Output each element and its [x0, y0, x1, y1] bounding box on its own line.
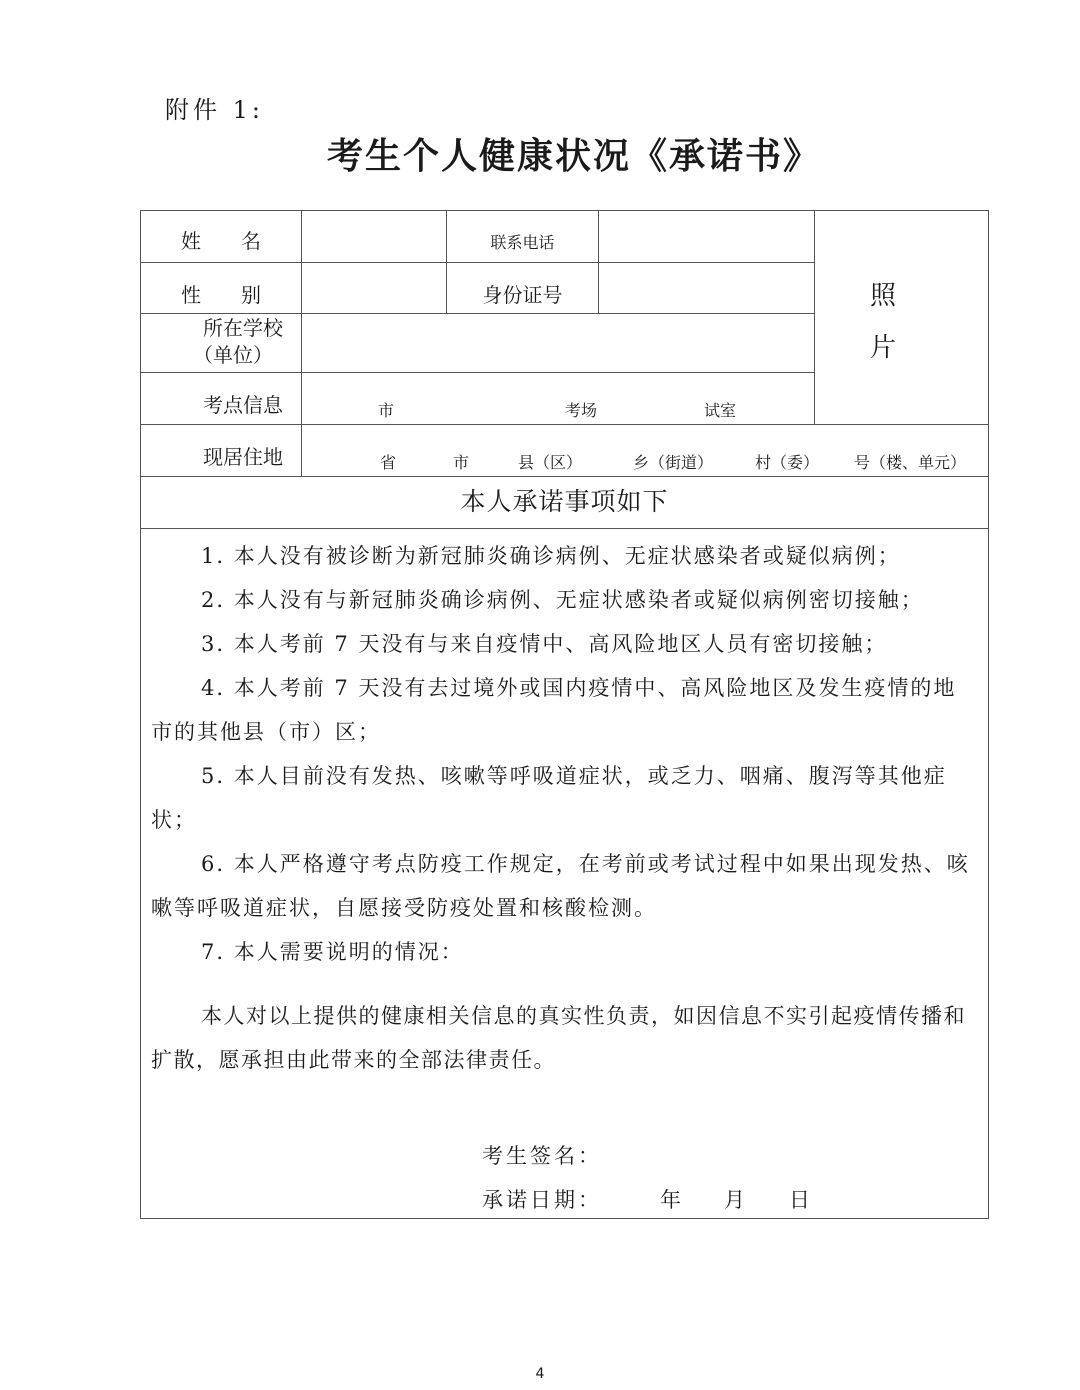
addr-town-label: 乡（街道） — [633, 453, 714, 472]
date-day-label: 日 — [789, 1188, 810, 1212]
document-title: 考生个人健康状况《承诺书》 — [326, 135, 821, 177]
phone-label: 联系电话 — [490, 233, 555, 252]
page-number: 4 — [535, 1366, 545, 1382]
addr-number-label: 号（楼、单元） — [854, 453, 967, 472]
addr-province-label: 省 — [380, 453, 397, 472]
exam-room-label: 考场 — [565, 401, 598, 420]
phone-field[interactable] — [599, 211, 814, 262]
date-label: 承诺日期： — [482, 1188, 602, 1212]
commitment-item: 1. 本人没有被诊断为新冠肺炎确诊病例、无症状感染者或疑似病例； — [201, 544, 901, 568]
school-label-line2: （单位） — [193, 343, 273, 367]
attachment-label: 附件 1: — [165, 96, 264, 124]
exam-info-label: 考点信息 — [203, 393, 283, 417]
commitment-item: 4. 本人考前 7 天没有去过境外或国内疫情中、高风险地区及发生疫情的地市的其他县（市）区； — [151, 676, 957, 744]
photo-placeholder[interactable] — [815, 270, 988, 374]
exam-seat-label: 试室 — [704, 401, 737, 420]
id-number-field[interactable] — [599, 263, 814, 313]
gender-label: 性 别 — [181, 283, 261, 307]
address-label: 现居住地 — [203, 445, 283, 469]
commitment-item: 3. 本人考前 7 天没有与来自疫情中、高风险地区人员有密切接触； — [201, 632, 888, 656]
signature-field[interactable] — [600, 1138, 980, 1170]
addr-city-label: 市 — [453, 453, 470, 472]
name-field[interactable] — [302, 211, 446, 262]
commitment-item: 2. 本人没有与新冠肺炎确诊病例、无症状感染者或疑似病例密切接触； — [201, 588, 924, 612]
commitment-item: 5. 本人目前没有发热、咳嗽等呼吸道症状，或乏力、咽痛、腹泻等其他症状； — [151, 764, 947, 832]
gender-field[interactable] — [302, 263, 446, 313]
photo-label-2: 片 — [870, 333, 897, 363]
school-field[interactable] — [302, 314, 814, 372]
photo-label-1: 照 — [870, 281, 897, 311]
commitment-heading: 本人承诺事项如下 — [460, 487, 669, 516]
signature-label: 考生签名： — [482, 1144, 602, 1168]
date-month-label: 月 — [724, 1188, 745, 1212]
date-year-label: 年 — [660, 1188, 681, 1212]
addr-village-label: 村（委） — [755, 453, 820, 472]
commitment-item: 6. 本人严格遵守考点防疫工作规定，在考前或考试过程中如果出现发热、咳嗽等呼吸道症状，自愿接受防疫处置和核酸检测。 — [151, 852, 970, 920]
name-label: 姓 名 — [181, 229, 261, 253]
commitment-body — [151, 534, 979, 1082]
commitment-item: 7. 本人需要说明的情况： — [201, 940, 464, 964]
addr-county-label: 县（区） — [518, 453, 583, 472]
responsibility-statement: 本人对以上提供的健康相关信息的真实性负责，如因信息不实引起疫情传播和扩散，愿承担由此带来的全部法律责任。 — [151, 1004, 966, 1072]
school-label-line1: 所在学校 — [203, 316, 283, 340]
id-number-label: 身份证号 — [482, 283, 563, 307]
exam-city-label: 市 — [378, 401, 395, 420]
